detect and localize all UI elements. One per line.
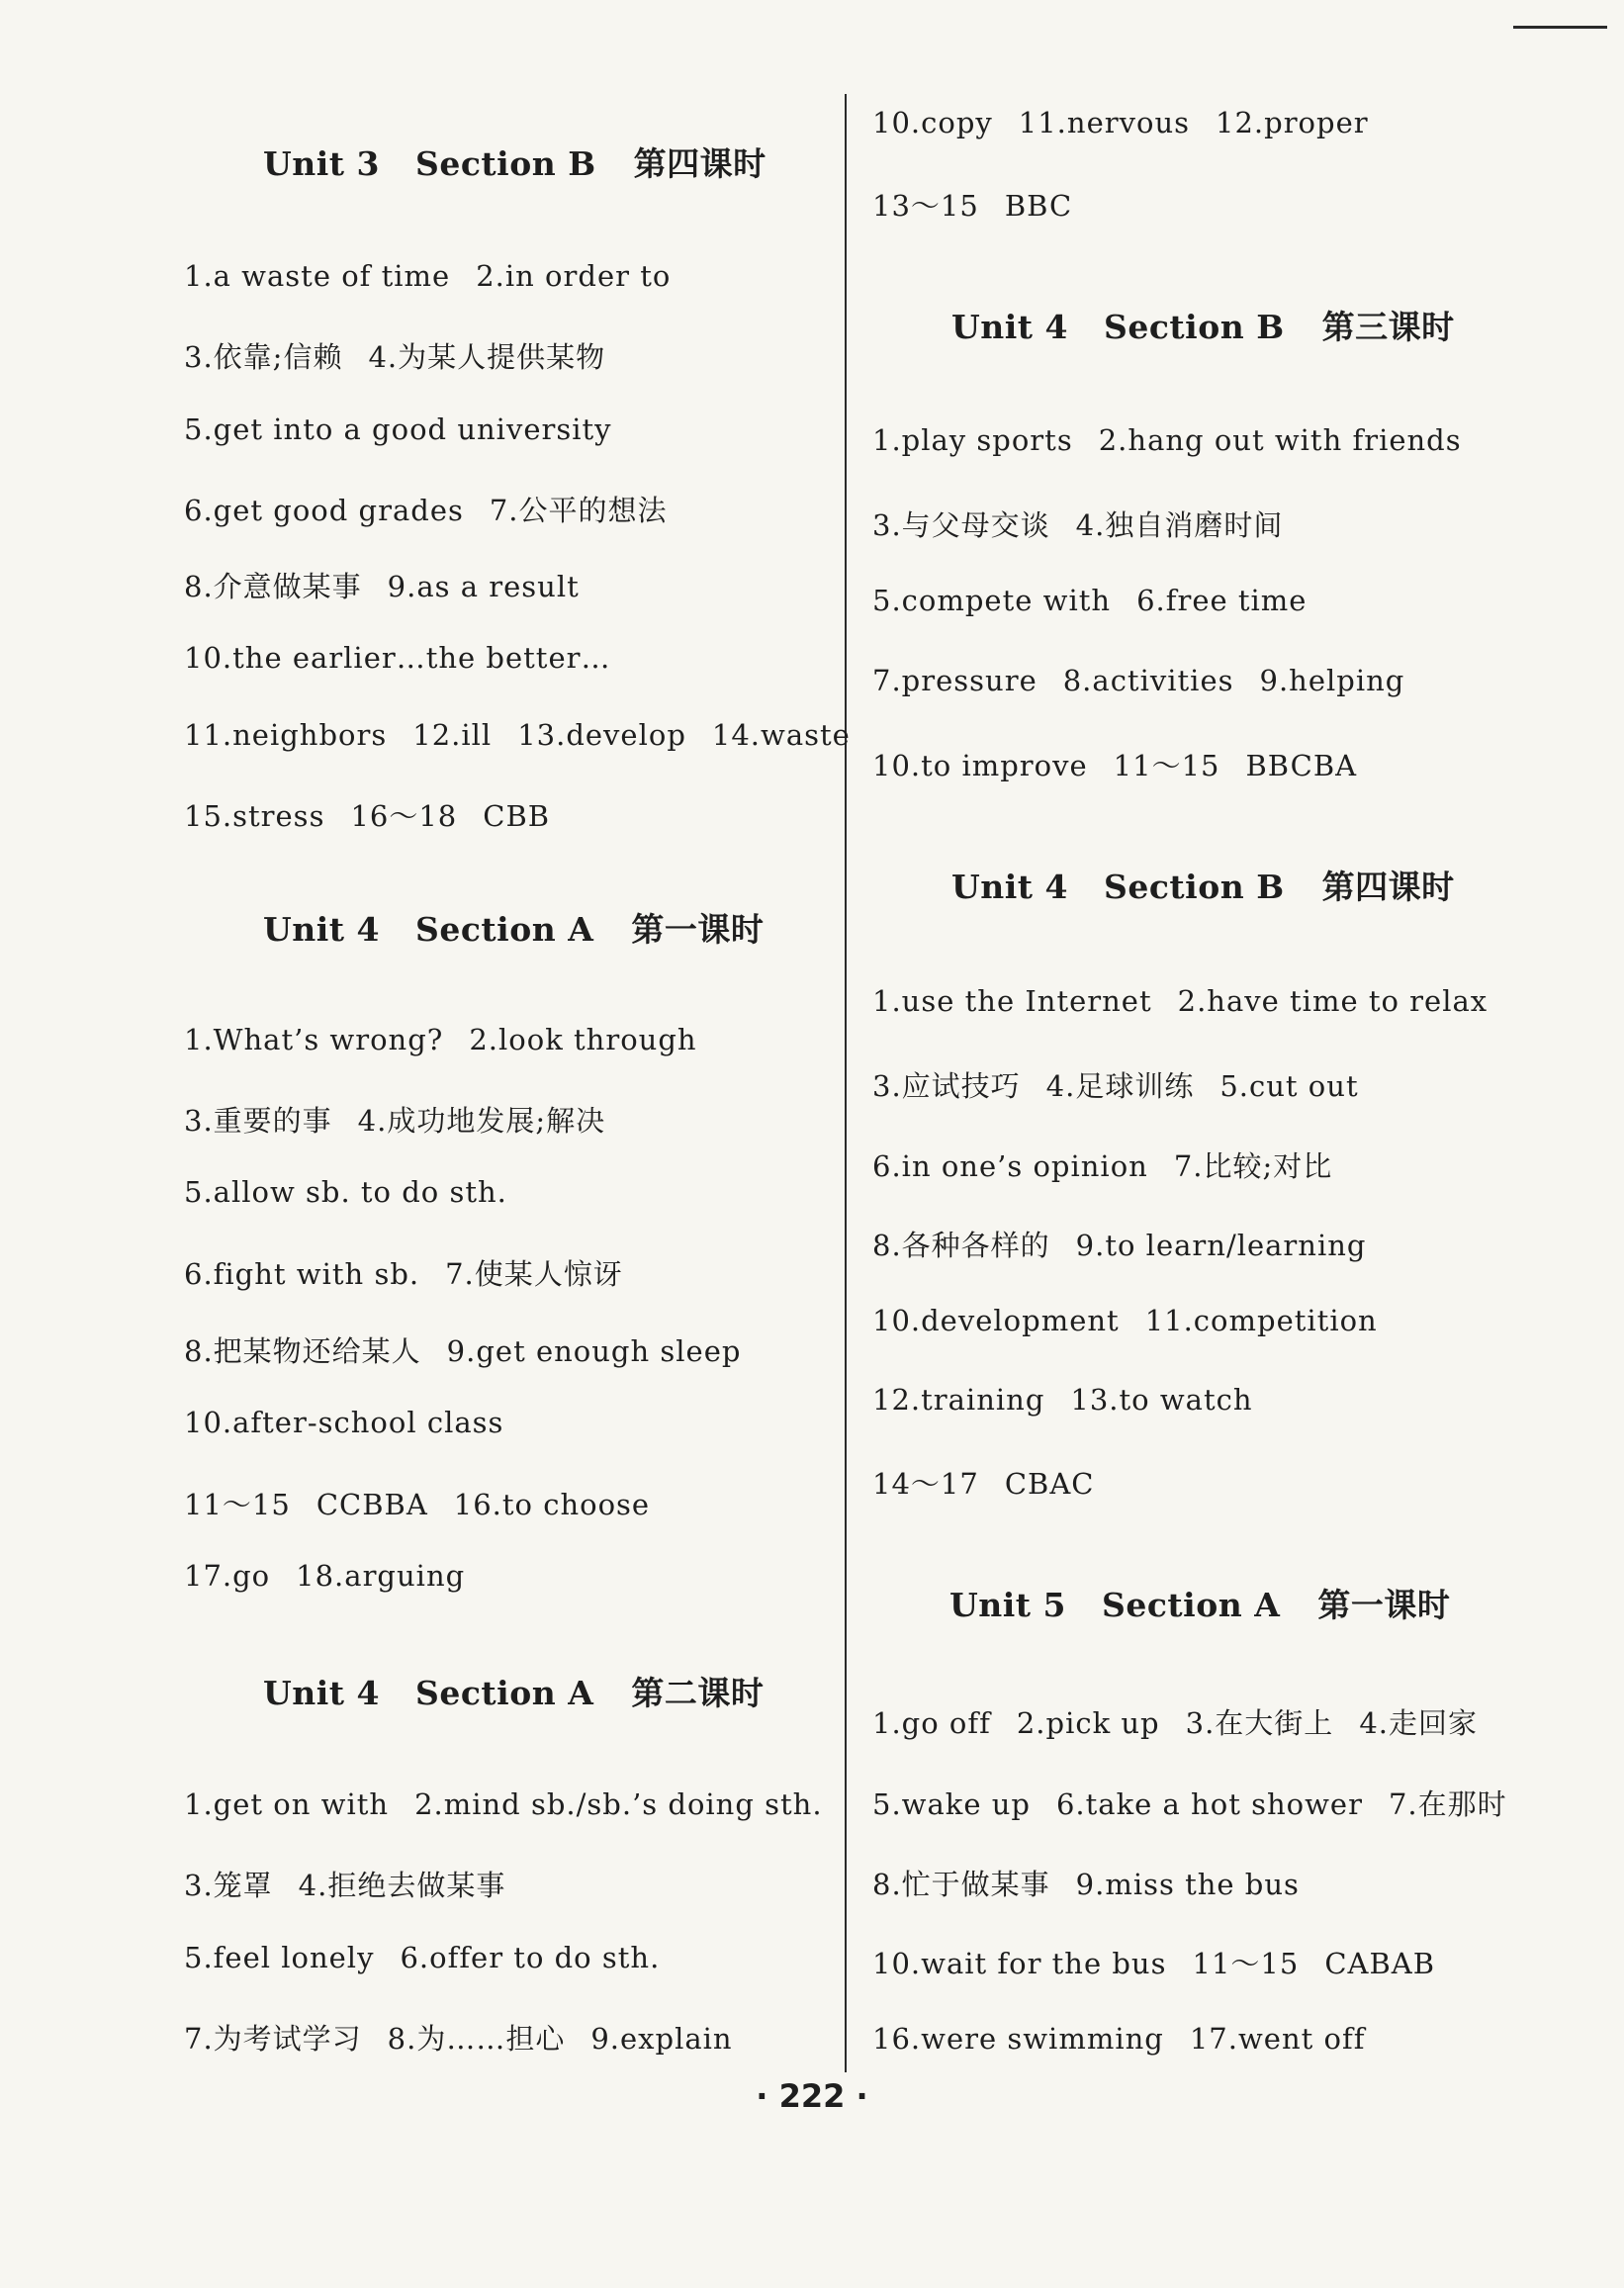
lesson-label: 第三课时 bbox=[1321, 308, 1455, 346]
answer-line: 5.allow sb. to do sth. bbox=[184, 1175, 507, 1209]
unit-label: Unit 4 bbox=[951, 868, 1069, 906]
answer-line: 10.copy 11.nervous 12.proper bbox=[872, 106, 1369, 139]
answer-line: 12.training 13.to watch bbox=[872, 1383, 1253, 1417]
answer-line: 5.compete with 6.free time bbox=[872, 584, 1308, 617]
answer-line: 8.各种各样的 9.to learn/learning bbox=[872, 1229, 1367, 1262]
section-label: Section A bbox=[415, 910, 594, 949]
unit-label: Unit 4 bbox=[951, 308, 1069, 346]
answer-line: 13～15 BBC bbox=[872, 189, 1073, 223]
lesson-label: 第二课时 bbox=[631, 1674, 765, 1712]
answer-line: 8.把某物还给某人 9.get enough sleep bbox=[184, 1334, 742, 1368]
answer-line: 1.What’s wrong? 2.look through bbox=[184, 1023, 697, 1056]
answer-line: 11.neighbors 12.ill 13.develop 14.waste bbox=[184, 718, 851, 752]
answer-line: 14～17 CBAC bbox=[872, 1467, 1095, 1501]
section-label: Section A bbox=[1102, 1586, 1281, 1624]
answer-line: 10.to improve 11～15 BBCBA bbox=[872, 749, 1358, 782]
answer-line: 10.the earlier…the better… bbox=[184, 641, 611, 675]
unit-label: Unit 5 bbox=[949, 1586, 1067, 1624]
answer-line: 7.为考试学习 8.为……担心 9.explain bbox=[184, 2022, 733, 2056]
section-label: Section B bbox=[415, 144, 596, 183]
answer-line: 8.介意做某事 9.as a result bbox=[184, 570, 580, 603]
lesson-label: 第一课时 bbox=[631, 910, 765, 949]
section-label: Section A bbox=[415, 1674, 594, 1712]
answer-line: 15.stress 16～18 CBB bbox=[184, 799, 551, 833]
answer-line: 6.in one’s opinion 7.比较;对比 bbox=[872, 1149, 1333, 1183]
lesson-label: 第四课时 bbox=[633, 144, 767, 183]
answer-line: 16.were swimming 17.went off bbox=[872, 2022, 1366, 2056]
answer-line: 6.get good grades 7.公平的想法 bbox=[184, 494, 668, 527]
answer-line: 8.忙于做某事 9.miss the bus bbox=[872, 1868, 1300, 1901]
section-heading bbox=[951, 302, 1455, 348]
section-heading bbox=[951, 862, 1455, 908]
section-label: Section B bbox=[1104, 308, 1285, 346]
answer-line: 1.get on with 2.mind sb./sb.’s doing sth. bbox=[184, 1787, 823, 1821]
answer-line: 3.笼罩 4.拒绝去做某事 bbox=[184, 1869, 506, 1902]
answer-line: 17.go 18.arguing bbox=[184, 1559, 466, 1593]
answer-line: 3.与父母交谈 4.独自消磨时间 bbox=[872, 508, 1284, 542]
section-heading bbox=[263, 138, 767, 185]
answer-line: 3.应试技巧 4.足球训练 5.cut out bbox=[872, 1069, 1359, 1103]
answer-line: 1.go off 2.pick up 3.在大街上 4.走回家 bbox=[872, 1706, 1478, 1740]
lesson-label: 第四课时 bbox=[1321, 868, 1455, 906]
answer-line: 10.wait for the bus 11～15 CABAB bbox=[872, 1947, 1436, 1980]
column-divider bbox=[845, 94, 847, 2072]
section-heading bbox=[949, 1580, 1450, 1626]
unit-label: Unit 3 bbox=[263, 144, 381, 183]
answer-line: 5.feel lonely 6.offer to do sth. bbox=[184, 1941, 661, 1974]
unit-label: Unit 4 bbox=[263, 910, 381, 949]
answer-line: 3.依靠;信赖 4.为某人提供某物 bbox=[184, 340, 606, 374]
answer-line: 5.get into a good university bbox=[184, 412, 612, 446]
answer-line: 11～15 CCBBA 16.to choose bbox=[184, 1488, 651, 1521]
answer-line: 1.use the Internet 2.have time to relax bbox=[872, 984, 1489, 1018]
lesson-label: 第一课时 bbox=[1317, 1586, 1451, 1624]
top-edge-rule bbox=[1513, 26, 1607, 29]
answer-line: 1.a waste of time 2.in order to bbox=[184, 259, 672, 293]
answer-line: 7.pressure 8.activities 9.helping bbox=[872, 664, 1405, 697]
section-label: Section B bbox=[1104, 868, 1285, 906]
answer-line: 10.after-school class bbox=[184, 1406, 504, 1439]
page-number: · 222 · bbox=[756, 2077, 868, 2115]
answer-line: 1.play sports 2.hang out with friends bbox=[872, 423, 1462, 457]
answer-line: 10.development 11.competition bbox=[872, 1304, 1378, 1337]
answer-line: 3.重要的事 4.成功地发展;解决 bbox=[184, 1104, 606, 1138]
answer-line: 5.wake up 6.take a hot shower 7.在那时 bbox=[872, 1787, 1507, 1821]
unit-label: Unit 4 bbox=[263, 1674, 381, 1712]
answer-line: 6.fight with sb. 7.使某人惊讶 bbox=[184, 1257, 623, 1291]
section-heading bbox=[263, 1668, 764, 1714]
section-heading bbox=[263, 904, 764, 951]
